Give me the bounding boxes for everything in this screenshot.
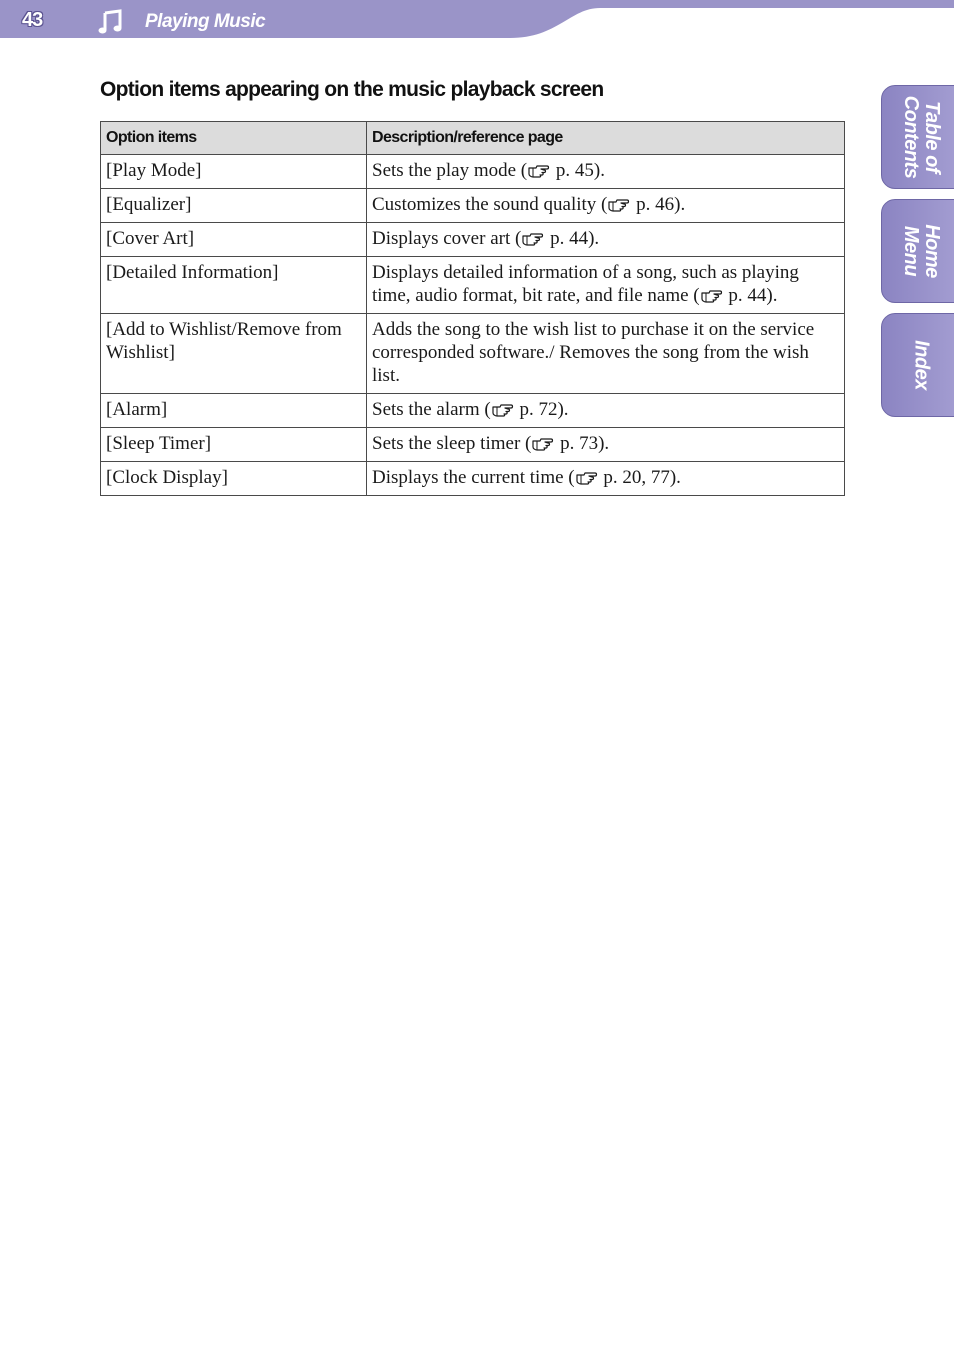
- tab-index[interactable]: [881, 313, 954, 417]
- option-item-cell: [Clock Display]: [101, 462, 367, 496]
- description-cell: [367, 314, 845, 394]
- table-header-row: [101, 122, 845, 155]
- pointing-hand-icon[interactable]: [608, 197, 630, 212]
- table-row: [101, 189, 845, 223]
- pointing-hand-icon[interactable]: [522, 231, 544, 246]
- page-reference-link[interactable]: p. 73).: [555, 433, 610, 454]
- pointing-hand-icon[interactable]: [492, 402, 514, 417]
- description-cell: [367, 394, 845, 428]
- option-item-cell: [Sleep Timer]: [101, 428, 367, 462]
- description-text: Displays cover art (: [372, 228, 522, 249]
- page-reference-link[interactable]: p. 45).: [551, 160, 605, 181]
- description-text: Sets the alarm (: [372, 399, 491, 420]
- pointing-hand-icon[interactable]: [528, 163, 550, 178]
- column-header-option-items: Option items: [101, 122, 367, 155]
- pointing-hand-icon[interactable]: [701, 288, 723, 303]
- tab-home-menu-label: Home Menu: [900, 224, 943, 278]
- option-item-cell: [Equalizer]: [101, 189, 367, 223]
- table-row: [101, 155, 845, 189]
- description-cell: [367, 257, 845, 314]
- table-row: [101, 394, 845, 428]
- table-row: [101, 462, 845, 496]
- page-reference-link[interactable]: p. 44).: [545, 228, 600, 249]
- description-text: Sets the sleep timer (: [372, 433, 532, 454]
- page-heading: Option items appearing on the music playback screen: [100, 78, 604, 101]
- tab-table-of-contents[interactable]: [881, 85, 954, 189]
- description-cell: [367, 428, 845, 462]
- description-cell: [367, 155, 845, 189]
- table-row: [101, 314, 845, 394]
- table-row: [101, 257, 845, 314]
- description-cell: [367, 223, 845, 257]
- option-item-cell: [Play Mode]: [101, 155, 367, 189]
- pointing-hand-icon[interactable]: [532, 436, 554, 451]
- option-item-cell: [Alarm]: [101, 394, 367, 428]
- description-text: Sets the play mode (: [372, 160, 528, 181]
- description-text: Adds the song to the wish list to purchase it on the service corresponded software./ Removes the song from the wish list.: [372, 319, 815, 386]
- pointing-hand-icon[interactable]: [576, 470, 598, 485]
- header-bar: [0, 0, 954, 40]
- page-reference-link[interactable]: p. 72).: [514, 399, 569, 420]
- page-reference-link[interactable]: p. 44).: [723, 285, 778, 306]
- table-row: [101, 223, 845, 257]
- option-item-cell: [Detailed Information]: [101, 257, 367, 314]
- table-row: [101, 428, 845, 462]
- page-reference-link[interactable]: p. 46).: [631, 194, 686, 215]
- tab-table-of-contents-label: Table of Contents: [900, 95, 943, 179]
- description-cell: [367, 462, 845, 496]
- page-number: 43: [22, 9, 43, 31]
- description-text: Displays detailed information of a song, such as playing time, audio format, bit rate, and file name (: [372, 262, 799, 306]
- column-header-description: Description/reference page: [367, 122, 845, 155]
- description-text: Displays the current time (: [372, 467, 575, 488]
- music-note-icon: [98, 9, 124, 35]
- options-table: [100, 121, 845, 496]
- page-reference-link[interactable]: p. 20, 77).: [598, 467, 681, 488]
- section-title: Playing Music: [145, 11, 266, 32]
- description-cell: [367, 189, 845, 223]
- tab-index-label: Index: [910, 340, 933, 390]
- option-item-cell: [Add to Wishlist/Remove from Wishlist]: [101, 314, 367, 394]
- tab-home-menu[interactable]: [881, 199, 954, 303]
- option-item-cell: [Cover Art]: [101, 223, 367, 257]
- description-text: Customizes the sound quality (: [372, 194, 608, 215]
